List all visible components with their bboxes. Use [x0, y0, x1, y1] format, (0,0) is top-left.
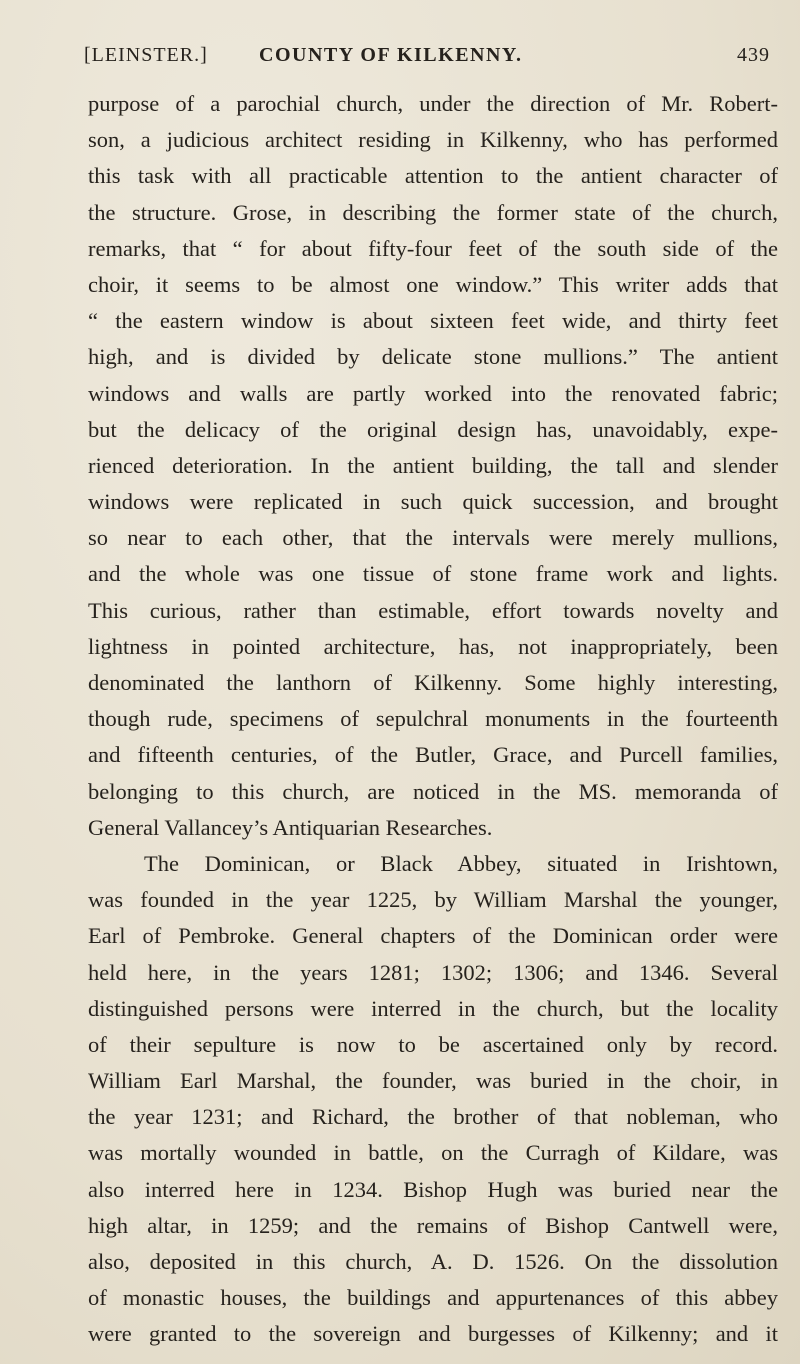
text-line: William Earl Marshal, the founder, was buried in the choir, in	[88, 1068, 778, 1094]
text-line: also, deposited in this church, A. D. 1526. On the dissolution	[88, 1249, 778, 1274]
text-line: and the whole was one tissue of stone frame work and lights.	[88, 561, 778, 587]
text-line: son, a judicious architect residing in Kilkenny, who has performed	[88, 127, 778, 153]
text-line: was mortally wounded in battle, on the Curragh of Kildare, was	[88, 1140, 778, 1166]
text-line: of monastic houses, the buildings and appurtenances of this abbey	[88, 1285, 778, 1311]
text-line: the year 1231; and Richard, the brother of that nobleman, who	[88, 1104, 778, 1130]
text-line: This curious, rather than estimable, effort towards novelty and	[88, 597, 778, 623]
text-line: lightness in pointed architecture, has, not inappropriately, been	[88, 633, 778, 659]
text-line: but the delicacy of the original design has, unavoidably, expe-	[88, 416, 778, 442]
text-line: and fifteenth centuries, of the Butler, Grace, and Purcell families,	[88, 742, 778, 768]
text-line: of their sepulture is now to be ascertained only by record.	[88, 1031, 778, 1057]
text-line: the structure. Grose, in describing the former state of the church,	[88, 199, 778, 225]
running-header	[84, 44, 774, 74]
header-region: [LEINSTER.]	[84, 44, 208, 66]
text-line: this task with all practicable attention to the antient character of	[88, 163, 778, 189]
header-title: COUNTY OF KILKENNY.	[259, 44, 523, 66]
text-line: “ the eastern window is about sixteen feet wide, and thirty feet	[88, 308, 778, 334]
text-line: also interred here in 1234. Bishop Hugh was buried near the	[88, 1176, 778, 1202]
text-line: windows and walls are partly worked into the renovated fabric;	[88, 380, 778, 406]
text-line: windows were replicated in such quick succession, and brought	[88, 489, 778, 515]
text-line: held here, in the years 1281; 1302; 1306; and 1346. Several	[88, 959, 778, 985]
page-number: 439	[737, 44, 770, 66]
text-line: high, and is divided by delicate stone mullions.” The antient	[88, 344, 778, 370]
text-line: though rude, specimens of sepulchral monuments in the fourteenth	[88, 706, 778, 732]
text-line: so near to each other, that the intervals were merely mullions,	[88, 525, 778, 551]
text-line: belonging to this church, are noticed in the MS. memoranda of	[88, 778, 778, 804]
text-line: Earl of Pembroke. General chapters of the Dominican order were	[88, 923, 778, 949]
text-line: were granted to the sovereign and burgesses of Kilkenny; and it	[88, 1321, 778, 1347]
text-line: General Vallancey’s Antiquarian Researches.	[88, 814, 493, 840]
paragraph-start-line: The Dominican, or Black Abbey, situated in Irishtown,	[144, 850, 778, 876]
text-line: choir, it seems to be almost one window.” This writer adds that	[88, 271, 778, 297]
text-line: rienced deterioration. In the antient building, the tall and slender	[88, 452, 778, 478]
text-line: remarks, that “ for about fifty-four feet of the south side of the	[88, 235, 778, 261]
text-line: purpose of a parochial church, under the direction of Mr. Robert-	[88, 91, 778, 116]
text-line: denominated the lanthorn of Kilkenny. Some highly interesting,	[88, 670, 778, 695]
text-line: was founded in the year 1225, by William Marshal the younger,	[88, 887, 778, 913]
body-text	[88, 86, 778, 1353]
text-line: high altar, in 1259; and the remains of Bishop Cantwell were,	[88, 1212, 778, 1238]
text-line: distinguished persons were interred in the church, but the locality	[88, 995, 778, 1021]
